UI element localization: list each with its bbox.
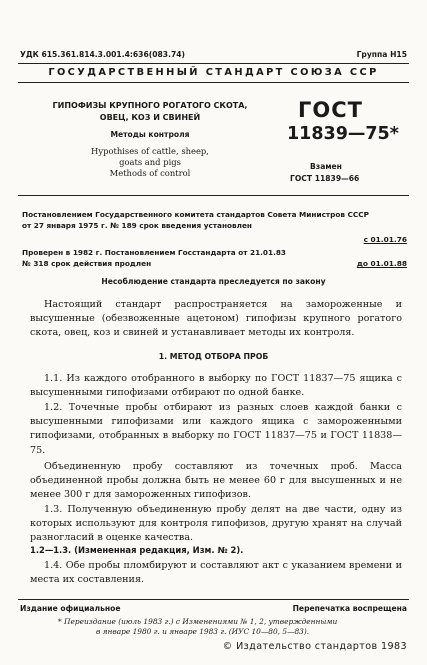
title-ru-line1: ГИПОФИЗЫ КРУПНОГО РОГАТОГО СКОТА, <box>52 101 248 110</box>
group-code: Группа Н15 <box>356 50 407 59</box>
decree-line1: Постановлением Государственного комитета стандартов Совета Министров СССР <box>22 210 369 219</box>
header-rule-bottom <box>18 82 409 83</box>
title-ru-line2: ОВЕЦ, КОЗ И СВИНЕЙ <box>99 113 201 122</box>
date-extended: до 01.01.88 <box>356 259 407 268</box>
title-ru-subtitle: Методы контроля <box>110 130 190 139</box>
replaces-label: Взамен <box>310 162 342 171</box>
footer-rule <box>18 599 409 600</box>
section-title: 1. МЕТОД ОТБОРА ПРОБ <box>158 352 269 361</box>
copyright: © Издательство стандартов 1983 <box>222 641 407 652</box>
replaces-value: ГОСТ 11839—66 <box>290 174 360 183</box>
udk-code: УДК 615.361.814.3.001.4:636(083.74) <box>20 50 185 59</box>
legal-notice: Несоблюдение стандарта преследуется по закону <box>101 277 326 286</box>
reprint-prohibited: Перепечатка воспрещена <box>292 604 407 613</box>
paragraph-1-1: 1.1. Из каждого отобранного в выборку по ГОСТ 11837—75 ящика с высушенными гипофизами отбирают по одной банке. <box>30 373 402 399</box>
reissue-note-line2: в январе 1980 г. и январе 1983 г. (ИУС 10—80, 5—83). <box>96 627 310 636</box>
title-rule <box>18 195 409 196</box>
gost-label: ГОСТ <box>298 98 363 122</box>
header-rule-top <box>18 63 409 64</box>
title-en-line3: Methods of control <box>109 168 191 178</box>
decree-line2: от 27 января 1975 г. № 189 срок введения установлен <box>22 221 252 230</box>
date-introduced: с 01.01.76 <box>363 235 407 244</box>
official-edition: Издание официальное <box>20 604 121 613</box>
standard-banner: ГОСУДАРСТВЕННЫЙ СТАНДАРТ СОЮЗА ССР <box>48 67 379 78</box>
paragraph-1-2-continued: Объединенную пробу составляют из точечных проб. Масса объединенной пробы должна быть не менее 60 г для высушенных и не менее 300 г для замороженных гипофизов. <box>30 461 402 501</box>
paragraph-1-4: 1.4. Обе пробы пломбируют и составляют акт с указанием времени и места их составления. <box>30 560 402 586</box>
decree-line4: № 318 срок действия продлен <box>22 259 152 268</box>
paragraph-1-3: 1.3. Полученную объединенную пробу делят на две части, одну из которых используют для контроля гипофизов, другую хранят на случай разногласий в оценке качества. <box>30 504 402 544</box>
paragraph-1-2: 1.2. Точечные пробы отбирают из разных слоев каждой банки с высушенными гипофизами или каждого ящика с замороженными гипофизами, отобранных в выборку по ГОСТ 11837—75 и ГОСТ 11838—75. <box>30 402 402 456</box>
decree-line3: Проверен в 1982 г. Постановлением Госстандарта от 21.01.83 <box>22 248 286 257</box>
gost-number: 11839—75* <box>287 124 399 144</box>
intro-paragraph: Настоящий стандарт распространяется на замороженные и высушенные (обезвоженные ацетоном) гипофизы крупного рогатого скота, овец, коз и свиней и устанавливает методы их контроля. <box>30 299 402 339</box>
title-en-line1: Hypothises of cattle, sheep, <box>91 146 209 156</box>
title-en-line2: goats and pigs <box>119 157 181 167</box>
reissue-note-line1: * Переиздание (июль 1983 г.) с Изменениями № 1, 2, утвержденными <box>58 617 338 626</box>
amendment-note: 1.2—1.3. (Измененная редакция, Изм. № 2). <box>30 545 244 555</box>
